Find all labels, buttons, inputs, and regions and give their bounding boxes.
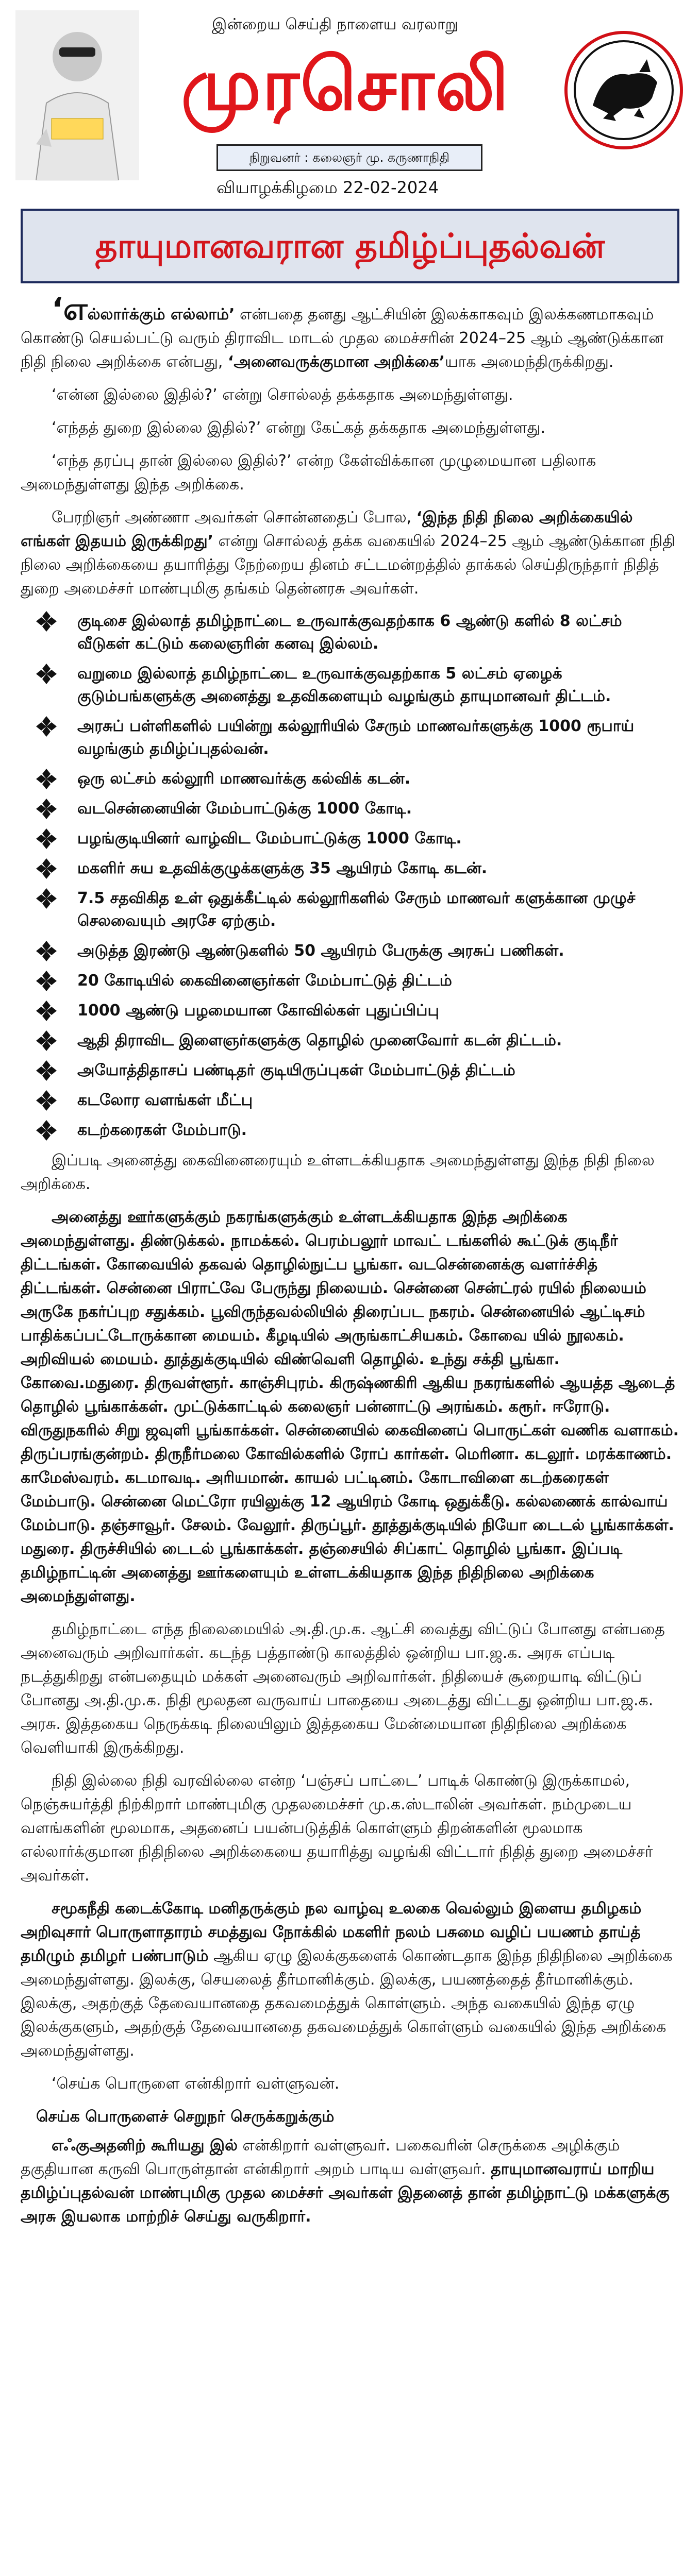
diamond-bullet-icon <box>31 827 62 850</box>
diamond-bullet-icon <box>31 999 62 1022</box>
drop-cap: ‘எ <box>52 291 88 327</box>
anna-quote: ‘இந்த நிதி நிலை அறிக்கையில் எங்கள் இதயம் இருக்கிறது’ <box>21 509 633 550</box>
paragraph-context: தமிழ்நாட்டை எந்த நிலைமையில் அ.தி.மு.க. ஆட்சி வைத்து விட்டுப் போனது என்பதை அனைவரும் அறிவார்கள். கடந்த பத்தாண்டு காலத்தில் ஒன்றிய பா.ஜ.க. அரசு எப்படி நடத்துகிறது என்பதையும் மக்கள் அனைவரும் அறிவார்கள். நிதியைச் சூறையாடி விட்டுப் போனது அ.தி.மு.க. நிதி மூலதன வருவாய் பாதையை அடைத்து விட்டது ஒன்றிய பா.ஜ.க. அரசு. இத்தகைய நெருக்கடி நிலையிலும் இத்தகைய மேன்மையான நிதிநிலை அறிக்கை வெளியாகி இருக்கிறது. <box>21 1620 665 1757</box>
kural-subhead: செய்க பொருளைச் செறுநர் செருக்கறுக்கும் <box>36 2108 335 2126</box>
diamond-bullet-icon <box>31 940 62 962</box>
scheme-list <box>21 610 679 1142</box>
diamond-bullet-icon <box>31 768 62 790</box>
founder-portrait-icon <box>15 10 139 180</box>
headline: தாயுமானவரான தமிழ்ப்புதல்வன் <box>21 209 679 283</box>
diamond-bullet-icon <box>31 1119 62 1142</box>
seven-goals-bold: சமூகநீதி கடைக்கோடி மனிதருக்கும் நல வாழ்வு உலகை வெல்லும் இளைய தமிழகம் அறிவுசார் பொருளாதாரம் சமத்துவ நோக்கில் மகளிர் நலம் பசுமை வழிப் பயணம் தாய்த் தமிழும் தமிழர் பண்பாடும் <box>21 1900 642 1965</box>
diamond-bullet-icon <box>31 1059 62 1082</box>
list-item-text: 7.5 சதவிகித உள் ஒதுக்கீட்டில் கல்லூரிகளில் சேரும் மாணவர் களுக்கான முழுச் செலவையும் அரசே ஏற்கும். <box>77 889 636 930</box>
intro-text-end: யாக அமைந்திருக்கிறது. <box>445 353 614 371</box>
list-item-text: அயோத்திதாசப் பண்டிதர் குடியிருப்புகள் மேம்பாட்டுத் திட்டம் <box>77 1061 515 1079</box>
list-item <box>21 715 679 760</box>
question-line-1: ‘என்ன இல்லை இதில்?’ என்று சொல்லத் தக்கதாக அமைந்துள்ளது. <box>52 386 513 404</box>
list-item-text: ஆதி திராவிட இளைஞர்களுக்கு தொழில் முனைவோர் கடன் திட்டம். <box>77 1031 562 1049</box>
conclusion-text: என்கிறார் வள்ளுவர். பகைவரின் செருக்கை அழிக்கும் தகுதியான கருவி பொருள்தான் என்கிறார் அறம் பாடிய வள்ளுவர். <box>21 2137 620 2178</box>
seven-goals-text: ஆகிய ஏழு இலக்குகளைக் கொண்டதாக இந்த நிதிநிலை அறிக்கை அமைந்துள்ளது. இலக்கு, செயலைத் தீர்மானிக்கும். இலக்கு, பயணத்தைத் தீர்மானிக்கும். இலக்கு, அதற்குத் தேவையானதை தகவமைத்துக் கொள்ளும். அந்த வகையில் இந்த ஏழு இலக்குகளும், அதற்குத் தேவையானதை தகவமைத்துக் கொள்ளும் வகையில் இந்த அறிக்கை அமைந்துள்ளது. <box>21 1947 673 2060</box>
list-item-text: அடுத்த இரண்டு ஆண்டுகளில் 50 ஆயிரம் பேருக்கு அரசுப் பணிகள். <box>77 942 564 960</box>
masthead <box>0 0 700 206</box>
list-item <box>21 610 679 655</box>
paragraph-conclusion <box>21 2134 679 2229</box>
intro-text: என்பதை தனது ஆட்சியின் இலக்காகவும் இலக்கணமாகவும் கொண்டு செயல்பட்டு வரும் திராவிட மாடல் முதல மைச்சரின் 2024–25 ஆம் ஆண்டுக்கான நிதி நிலை அறிக்கை என்பது, <box>21 306 664 371</box>
question-line-3: ‘எந்த தரப்பு தான் இல்லை இதில்?’ என்ற கேள்விக்கான முழுமையான பதிலாக அமைந்துள்ளது இந்த அறிக்கை. <box>21 452 596 494</box>
founder-label: நிறுவனர் : கலைஞர் மு. கருணாநிதி <box>216 144 482 171</box>
list-item-text: குடிசை இல்லாத் தமிழ்நாட்டை உருவாக்குவதற்காக 6 ஆண்டு களில் 8 லட்சம் வீடுகள் கட்டும் கலைஞரின் கனவு இல்லம். <box>77 612 622 653</box>
issue-date: வியாழக்கிழமை 22-02-2024 <box>216 178 439 197</box>
article-body <box>21 291 679 2238</box>
list-item-text: வறுமை இல்லாத் தமிழ்நாட்டை உருவாக்குவதற்காக 5 லட்சம் ஏழைக் குடும்பங்களுக்கு அனைத்து உதவிகளையும் வழங்கும் தாயுமானவர் திட்டம். <box>77 665 611 705</box>
tagline: இன்றைய செய்தி நாளைய வரலாறு <box>212 15 458 33</box>
diamond-bullet-icon <box>31 663 62 685</box>
list-item <box>21 999 679 1022</box>
list-item-text: வடசென்னையின் மேம்பாட்டுக்கு 1000 கோடி. <box>77 800 412 818</box>
list-item-text: 20 கோடியில் கைவினைஞர்கள் மேம்பாட்டுத் திட்டம் <box>77 972 452 990</box>
list-item <box>21 970 679 992</box>
list-item-text: பழங்குடியினர் வாழ்விட மேம்பாட்டுக்கு 1000 கோடி. <box>77 829 462 848</box>
paragraph-inclusive: இப்படி அனைத்து கைவினைரையும் உள்ளடக்கியதாக அமைந்துள்ளது இந்த நிதி நிலை அறிக்கை. <box>21 1151 655 1193</box>
paragraph-anna-quote <box>21 506 679 601</box>
diamond-bullet-icon <box>31 1089 62 1112</box>
paragraph-valluvar-intro: ‘செய்க பொருளை என்கிறார் வள்ளுவன். <box>52 2075 340 2093</box>
paragraph-regional-projects: அனைத்து ஊர்களுக்கும் நகரங்களுக்கும் உள்ளடக்கியதாக இந்த அறிக்கை அமைந்துள்ளது. திண்டுக்கல். நாமக்கல். பெரம்பலூர் மாவட் டங்களில் கூட்டுக் குடிநீர் திட்டங்கள். கோவையில் தகவல் தொழில்நுட்ப பூங்கா. வடசென்னைக்கு வளர்ச்சித் திட்டங்கள். சென்னை பிராட்வே பேருந்து நிலையம். சென்னை சென்ட்ரல் ரயில் நிலையம் அருகே நகர்ப்புற சதுக்கம். பூவிருந்தவல்லியில் திரைப்பட நகரம். சென்னையில் ஆட்டிசம் பாதிக்கப்பட்டோருக்கான மையம். கீழடியில் அருங்காட்சியகம். கோவை யில் நூலகம். அறிவியல் மையம். தூத்துக்குடியில் விண்வெளி தொழில். உந்து சக்தி பூங்கா. கோவை.மதுரை. திருவள்ளூர். காஞ்சிபுரம். கிருஷ்ணகிரி ஆகிய நகரங்களில் ஆயத்த ஆடைத் தொழில் பூங்காக்கள். முட்டுக்காட்டில் கலைஞர் பன்னாட்டு அரங்கம். கரூர். ஈரோடு. விருதுநகரில் சிறு ஜவுளி பூங்காக்கள். சென்னையில் கைவினைப் பொருட்கள் வணிக வளாகம். திருப்பரங்குன்றம். திருநீர்மலை கோவில்களில் ரோப் கார்கள். மெரினா. கடலூர். மரக்காணம். காமேஸ்வரம். கடமாவடி. அரியமான். காயல் பட்டினம். கோடாவிளை கடற்கரைகள் மேம்பாடு. சென்னை மெட்ரோ ரயிலுக்கு 12 ஆயிரம் கோடி ஒதுக்கீடு. கல்லணைக் கால்வாய் மேம்பாடு. தஞ்சாவூர். சேலம். வேலூர். திருப்பூர். தூத்துக்குடியில் நியோ டைடல் பூங்காக்கள். மதுரை. திருச்சியில் டைடல் பூங்காக்கள். தஞ்சையில் சிப்காட் தொழில் பூங்கா. இப்படி தமிழ்நாட்டின் அனைத்து ஊர்களையும் உள்ளடக்கியதாக இந்த நிதிநிலை அறிக்கை அமைந்துள்ளது. <box>21 1208 679 1605</box>
list-item <box>21 887 679 933</box>
list-item <box>21 1119 679 1142</box>
diamond-bullet-icon <box>31 610 62 633</box>
list-item <box>21 768 679 790</box>
diamond-bullet-icon <box>31 715 62 738</box>
list-item <box>21 1089 679 1112</box>
paragraph-intro <box>21 291 679 374</box>
list-item <box>21 663 679 708</box>
anna-text-end: என்று சொல்லத் தக்க வகையில் 2024–25 ஆம் ஆண்டுக்கான நிதி நிலை அறிக்கையை தயாரித்து நேற்றைய தினம் சட்டமன்றத்தில் தாக்கல் செய்திருந்தார் நிதித் துறை அமைச்சர் மாண்புமிகு தங்கம் தென்னரசு அவர்கள். <box>21 532 675 598</box>
paragraph-seven-goals <box>21 1897 679 2063</box>
diamond-bullet-icon <box>31 857 62 880</box>
list-item-text: 1000 ஆண்டு பழமையான கோவில்கள் புதுப்பிப்பு <box>77 1002 439 1020</box>
list-item <box>21 857 679 880</box>
list-item <box>21 798 679 820</box>
list-item <box>21 827 679 850</box>
intro-bold-end: ‘அனைவருக்குமான அறிக்கை’ <box>228 353 445 371</box>
anna-text: பேரறிஞர் அண்ணா அவர்கள் சொன்னதைப் போல, <box>52 509 416 527</box>
intro-bold: ல்லார்க்கும் எல்லாம்’ <box>87 306 235 324</box>
diamond-bullet-icon <box>31 970 62 992</box>
party-emblem-icon <box>562 21 686 160</box>
brand-name: முரசொலி <box>181 43 510 127</box>
diamond-bullet-icon <box>31 798 62 820</box>
list-item <box>21 1029 679 1052</box>
conclusion-bold: தாயுமானவராய் மாறிய தமிழ்ப்புதல்வன் மாண்புமிகு முதல மைச்சர் அவர்கள் இதனைத் தான் தமிழ்நாட்டு மக்களுக்கு அரசு இயலாக மாற்றிச் செய்து வருகிறார். <box>21 2160 670 2226</box>
list-item-text: மகளிர் சுய உதவிக்குழுக்களுக்கு 35 ஆயிரம் கோடி கடன். <box>77 859 488 877</box>
paragraph-cm: நிதி இல்லை நிதி வரவில்லை என்ற ‘பஞ்சப் பாட்டை’ பாடிக் கொண்டு இருக்காமல், நெஞ்சுயர்த்தி நிற்கிறார் மாண்புமிகு முதலமைச்சர் மு.க.ஸ்டாலின் அவர்கள். நம்முடைய வளங்களின் மூலமாக, அதனைப் பயன்படுத்திக் கொள்ளும் திறன்களின் மூலமாக எல்லார்க்குமான நிதிநிலை அறிக்கையை தயாரித்து வழங்கி விட்டார் நிதித் துறை அமைச்சர் அவர்கள். <box>21 1772 653 1885</box>
list-item <box>21 1059 679 1082</box>
kural-line: எஃகுஅதனிற் கூரியது இல் <box>52 2137 238 2155</box>
list-item <box>21 940 679 962</box>
list-item-text: ஒரு லட்சம் கல்லூரி மாணவர்க்கு கல்விக் கடன். <box>77 770 411 788</box>
list-item-text: கடற்கரைகள் மேம்பாடு. <box>77 1121 247 1139</box>
question-line-2: ‘எந்தத் துறை இல்லை இதில்?’ என்று கேட்கத் தக்கதாக அமைந்துள்ளது. <box>52 419 546 437</box>
diamond-bullet-icon <box>31 1029 62 1052</box>
list-item-text: அரசுப் பள்ளிகளில் பயின்று கல்லூரியில் சேரும் மாணவர்களுக்கு 1000 ரூபாய் வழங்கும் தமிழ்ப்புதல்வன். <box>77 717 635 758</box>
list-item-text: கடலோர வளங்கள் மீட்பு <box>77 1091 253 1109</box>
diamond-bullet-icon <box>31 887 62 910</box>
